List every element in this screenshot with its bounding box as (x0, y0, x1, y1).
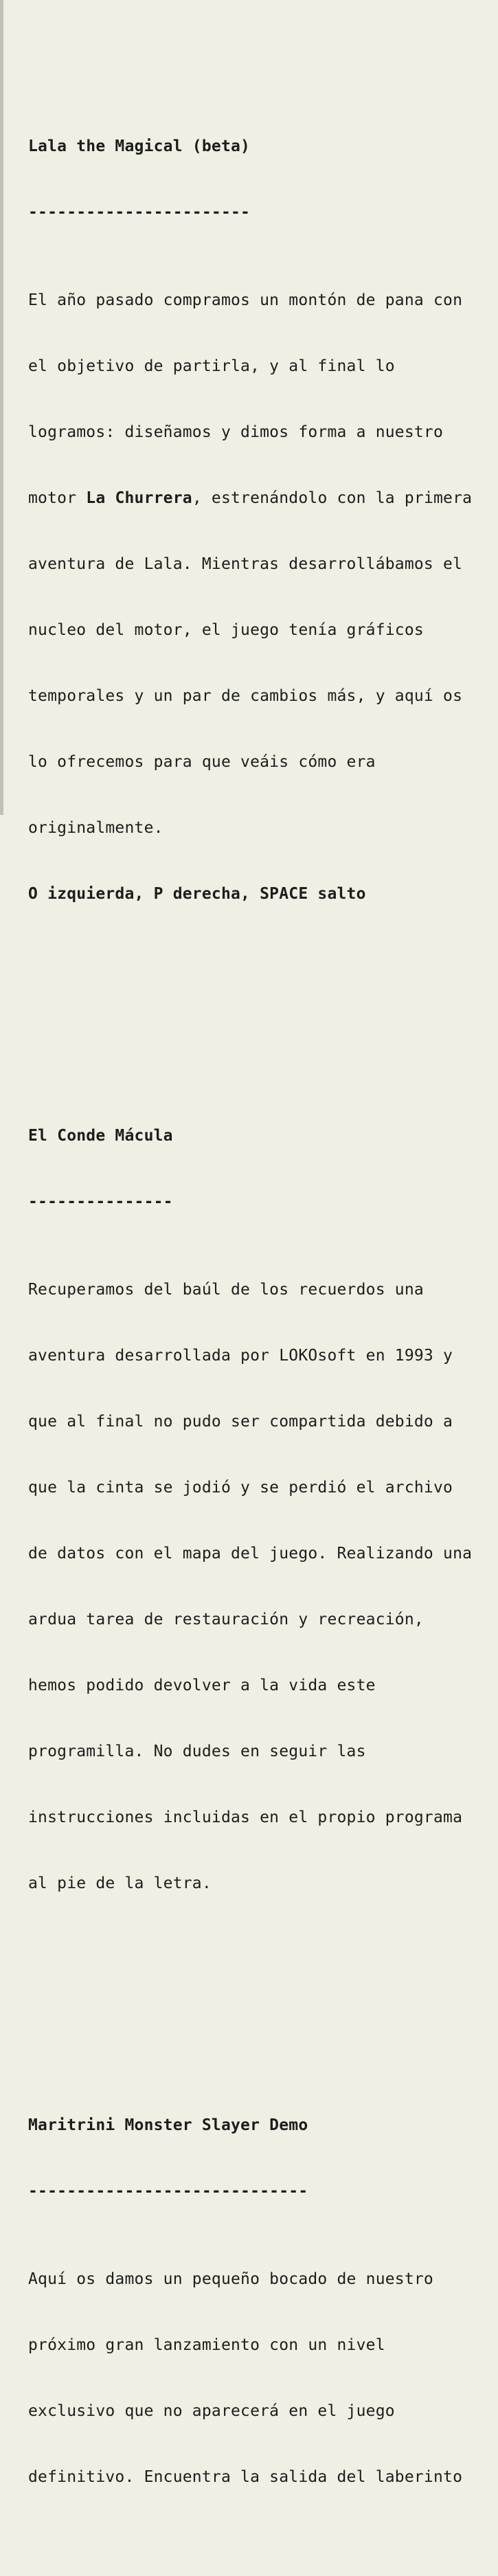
paragraph-line: nucleo del motor, el juego tenía gráficos (28, 621, 424, 639)
paragraph-line: el objetivo de partirla, y al final lo (28, 357, 395, 375)
engine-name: La Churrera (86, 489, 192, 507)
section-lala (28, 91, 495, 1015)
paragraph-line: originalmente. (28, 819, 163, 837)
section-title: El Conde Mácula (28, 1127, 173, 1145)
paragraph-line: aventura de Lala. Mientras desarrollábamos el (28, 555, 463, 573)
paragraph-fragment: , estrenándolo con la primera (192, 489, 473, 507)
paragraph-line: Recuperamos del baúl de los recuerdos una (28, 1281, 424, 1299)
section-maritrini (28, 2070, 495, 2532)
left-border (0, 0, 3, 815)
title-underline: ----------------------------- (28, 2182, 308, 2200)
paragraph-line: que la cinta se jodió y se perdió el archivo (28, 1479, 453, 1497)
paragraph-line: instrucciones incluidas en el propio programa (28, 1808, 463, 1826)
paragraph-line: que al final no pudo ser compartida debido a (28, 1413, 453, 1431)
document-body (28, 25, 495, 2576)
title-underline: --------------- (28, 1193, 173, 1211)
spacer (28, 949, 495, 971)
paragraph-line: de datos con el mapa del juego. Realizando una (28, 1545, 473, 1563)
controls-text: O izquierda, P derecha, SPACE salto (28, 885, 366, 903)
paragraph-line: programilla. No dudes en seguir las (28, 1743, 366, 1760)
paragraph-line: logramos: diseñamos y dimos forma a nuestro (28, 423, 444, 441)
paragraph-line: lo ofrecemos para que veáis cómo era (28, 753, 376, 771)
paragraph-line: Aquí os damos un pequeño bocado de nuestro (28, 2270, 433, 2288)
paragraph-line: aventura desarrollada por LOKOsoft en 1993 y (28, 1347, 453, 1365)
paragraph-line: temporales y un par de cambios más, y aquí os (28, 687, 463, 705)
title-underline: ----------------------- (28, 203, 251, 221)
paragraph-line: próximo gran lanzamiento con un nivel (28, 2336, 385, 2354)
paragraph-line: al pie de la letra. (28, 1874, 212, 1892)
spacer (28, 1938, 495, 1960)
section-conde-macula (28, 1081, 495, 2004)
paragraph-line: exclusivo que no aparecerá en el juego (28, 2402, 395, 2420)
section-title: Lala the Magical (beta) (28, 137, 251, 155)
paragraph-line: hemos podido devolver a la vida este (28, 1677, 376, 1694)
paragraph-line: El año pasado compramos un montón de pana con (28, 291, 463, 309)
section-title: Maritrini Monster Slayer Demo (28, 2116, 308, 2134)
paragraph-fragment: motor (28, 489, 87, 507)
paragraph-line: definitivo. Encuentra la salida del laberinto (28, 2468, 463, 2486)
paragraph-line: ardua tarea de restauración y recreación, (28, 1611, 424, 1628)
paragraph-line (28, 487, 495, 509)
